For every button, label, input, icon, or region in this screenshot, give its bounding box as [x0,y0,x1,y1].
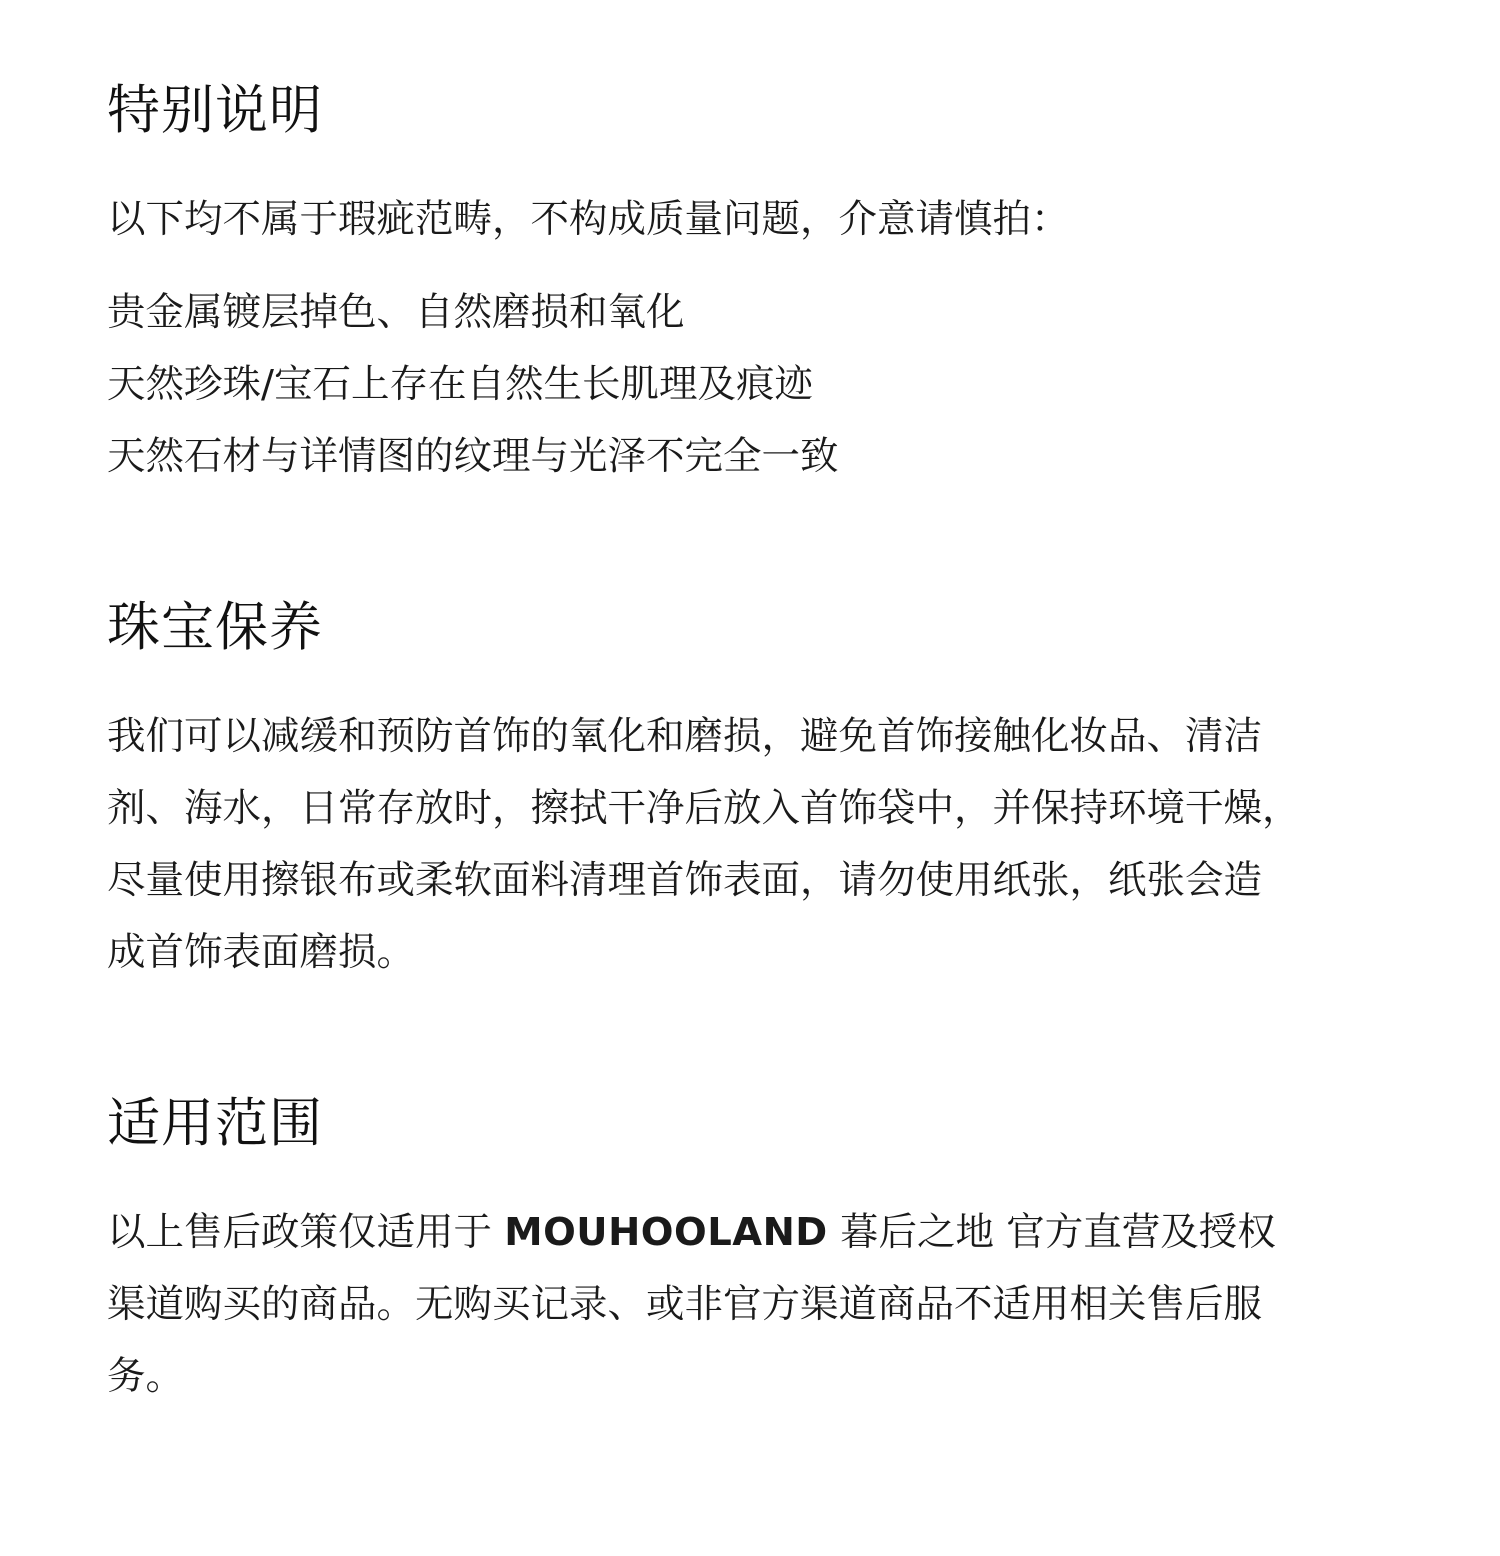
scope-text-after-brand: 暮后之地 官方直营及授权 [840,1210,1276,1255]
scope-text-line [107,1210,1276,1255]
scope-text-line: 务。 [107,1354,185,1399]
special-notes-item: 天然石材与详情图的纹理与光泽不完全一致 [107,434,839,479]
section-title-special-notes: 特别说明 [107,80,323,141]
special-notes-item: 贵金属镀层掉色、自然磨损和氧化 [107,290,685,335]
special-notes-intro: 以下均不属于瑕疵范畴，不构成质量问题，介意请慎拍： [107,197,1070,242]
section-title-jewelry-care: 珠宝保养 [107,597,323,658]
scope-text-line: 渠道购买的商品。无购买记录、或非官方渠道商品不适用相关售后服 [107,1282,1263,1327]
section-title-scope: 适用范围 [107,1093,323,1154]
brand-name: MOUHOOLAND [504,1210,828,1255]
jewelry-care-text-line: 尽量使用擦银布或柔软面料清理首饰表面，请勿使用纸张，纸张会造 [107,858,1263,903]
jewelry-care-text-line: 成首饰表面磨损。 [107,930,416,975]
jewelry-care-text-line: 我们可以减缓和预防首饰的氧化和磨损，避免首饰接触化妆品、清洁 [107,714,1263,759]
special-notes-item: 天然珍珠/宝石上存在自然生长肌理及痕迹 [107,362,813,407]
jewelry-care-text-line: 剂、海水，日常存放时，擦拭干净后放入首饰袋中，并保持环境干燥， [107,786,1301,831]
scope-text-before-brand: 以上售后政策仅适用于 [107,1210,493,1255]
